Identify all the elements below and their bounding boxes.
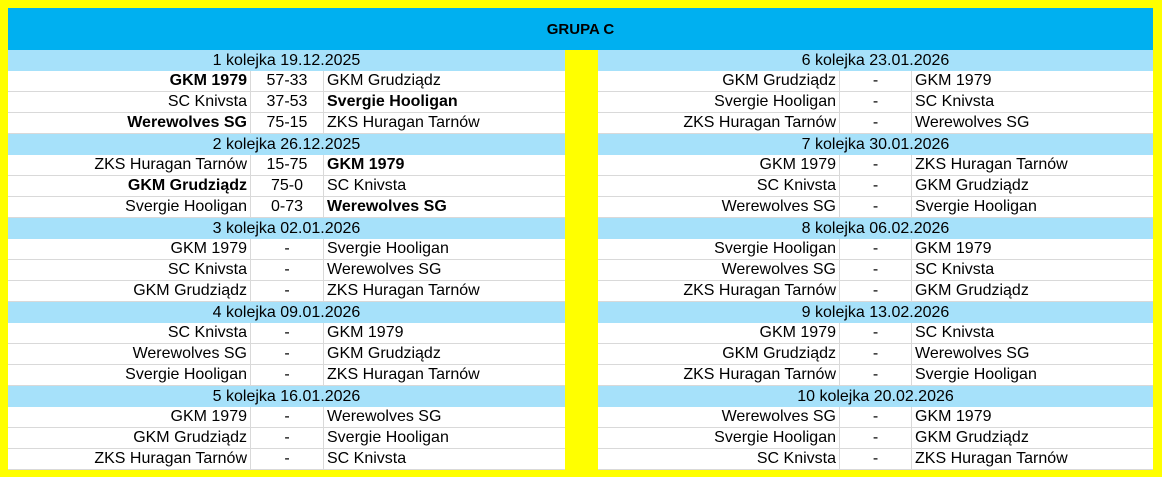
away-team: Svergie Hooligan (327, 429, 449, 446)
home-team: Svergie Hooligan (598, 92, 840, 112)
match-row (8, 92, 565, 113)
round-title: 3 kolejka 02.01.2026 (8, 218, 565, 239)
match-score: - (840, 239, 912, 259)
away-team: Svergie Hooligan (915, 366, 1037, 383)
home-team: ZKS Huragan Tarnów (8, 155, 251, 175)
match-score: - (251, 281, 324, 301)
match-row (8, 176, 565, 197)
match-score: - (840, 365, 912, 385)
match-row (598, 71, 1153, 92)
away-team: Svergie Hooligan (327, 93, 458, 110)
match-score: - (840, 449, 912, 469)
match-score: - (840, 113, 912, 133)
away-team: GKM 1979 (327, 156, 405, 173)
match-row (8, 260, 565, 281)
match-row (8, 155, 565, 176)
match-row (598, 344, 1153, 365)
match-row (598, 176, 1153, 197)
match-row (8, 449, 565, 470)
match-row (598, 197, 1153, 218)
away-team: GKM Grudziądz (915, 429, 1029, 446)
match-row (8, 407, 565, 428)
match-score: 75-15 (251, 113, 324, 133)
match-row (8, 71, 565, 92)
home-team: SC Knivsta (8, 260, 251, 280)
away-team: GKM 1979 (915, 72, 992, 89)
match-score: - (251, 323, 324, 343)
match-score: - (251, 344, 324, 364)
home-team: SC Knivsta (598, 449, 840, 469)
round-title: 1 kolejka 19.12.2025 (8, 50, 565, 71)
home-team: GKM Grudziądz (8, 428, 251, 448)
away-team: GKM Grudziądz (915, 282, 1029, 299)
home-team: Werewolves SG (8, 113, 251, 133)
home-team: SC Knivsta (8, 92, 251, 112)
home-team: Svergie Hooligan (598, 428, 840, 448)
schedule-right (598, 50, 1153, 470)
match-score: - (840, 155, 912, 175)
home-team: ZKS Huragan Tarnów (598, 281, 840, 301)
home-team: GKM 1979 (598, 323, 840, 343)
home-team: GKM Grudziądz (8, 176, 251, 196)
match-score: - (251, 449, 324, 469)
home-team: GKM Grudziądz (598, 71, 840, 91)
match-score: - (251, 260, 324, 280)
away-team: Werewolves SG (327, 261, 442, 278)
away-team: ZKS Huragan Tarnów (327, 114, 480, 131)
round-title: 6 kolejka 23.01.2026 (598, 50, 1153, 71)
away-team: Werewolves SG (327, 198, 447, 215)
match-score: 57-33 (251, 71, 324, 91)
match-score: - (251, 428, 324, 448)
home-team: Svergie Hooligan (598, 239, 840, 259)
match-score: - (840, 428, 912, 448)
home-team: Werewolves SG (598, 260, 840, 280)
match-score: - (840, 176, 912, 196)
away-team: SC Knivsta (327, 177, 407, 194)
round-title: 5 kolejka 16.01.2026 (8, 386, 565, 407)
group-title: GRUPA C (8, 8, 1153, 50)
match-row (8, 197, 565, 218)
away-team: GKM Grudziądz (915, 177, 1029, 194)
home-team: GKM 1979 (8, 407, 251, 427)
home-team: GKM 1979 (8, 239, 251, 259)
match-row (598, 365, 1153, 386)
round-title: 9 kolejka 13.02.2026 (598, 302, 1153, 323)
home-team: GKM Grudziądz (8, 281, 251, 301)
away-team: SC Knivsta (915, 93, 995, 110)
match-score: 75-0 (251, 176, 324, 196)
away-team: Werewolves SG (915, 114, 1030, 131)
match-score: - (840, 197, 912, 217)
away-team: ZKS Huragan Tarnów (327, 366, 480, 383)
away-team: GKM Grudziądz (327, 345, 441, 362)
away-team: Werewolves SG (327, 408, 442, 425)
home-team: Werewolves SG (598, 197, 840, 217)
match-row (598, 281, 1153, 302)
match-row (8, 281, 565, 302)
match-score: 15-75 (251, 155, 324, 175)
home-team: Svergie Hooligan (8, 197, 251, 217)
away-team: SC Knivsta (915, 324, 995, 341)
match-row (8, 344, 565, 365)
away-team: GKM 1979 (915, 408, 992, 425)
match-score: - (840, 344, 912, 364)
home-team: Werewolves SG (8, 344, 251, 364)
match-row (8, 113, 565, 134)
home-team: GKM 1979 (598, 155, 840, 175)
match-row (598, 407, 1153, 428)
home-team: ZKS Huragan Tarnów (598, 113, 840, 133)
match-row (598, 155, 1153, 176)
match-score: 37-53 (251, 92, 324, 112)
away-team: ZKS Huragan Tarnów (327, 282, 480, 299)
away-team: ZKS Huragan Tarnów (915, 450, 1068, 467)
match-score: - (840, 407, 912, 427)
match-row (8, 365, 565, 386)
away-team: SC Knivsta (327, 450, 407, 467)
match-row (598, 260, 1153, 281)
away-team: SC Knivsta (915, 261, 995, 278)
match-score: - (251, 239, 324, 259)
round-title: 4 kolejka 09.01.2026 (8, 302, 565, 323)
match-row (598, 239, 1153, 260)
home-team: SC Knivsta (8, 323, 251, 343)
home-team: ZKS Huragan Tarnów (8, 449, 251, 469)
round-title: 10 kolejka 20.02.2026 (598, 386, 1153, 407)
match-row (598, 428, 1153, 449)
away-team: Svergie Hooligan (915, 198, 1037, 215)
home-team: GKM Grudziądz (598, 344, 840, 364)
home-team: Svergie Hooligan (8, 365, 251, 385)
away-team: Werewolves SG (915, 345, 1030, 362)
home-team: GKM 1979 (8, 71, 251, 91)
match-row (598, 113, 1153, 134)
match-score: - (840, 281, 912, 301)
away-team: Svergie Hooligan (327, 240, 449, 257)
away-team: GKM Grudziądz (327, 72, 441, 89)
match-row (598, 323, 1153, 344)
match-row (598, 449, 1153, 470)
away-team: GKM 1979 (327, 324, 404, 341)
match-score: - (251, 365, 324, 385)
away-team: ZKS Huragan Tarnów (915, 156, 1068, 173)
match-score: - (251, 407, 324, 427)
match-score: - (840, 71, 912, 91)
match-row (8, 323, 565, 344)
match-score: - (840, 260, 912, 280)
match-score: - (840, 92, 912, 112)
match-score: 0-73 (251, 197, 324, 217)
match-row (8, 428, 565, 449)
match-score: - (840, 323, 912, 343)
round-title: 2 kolejka 26.12.2025 (8, 134, 565, 155)
away-team: GKM 1979 (915, 240, 992, 257)
round-title: 8 kolejka 06.02.2026 (598, 218, 1153, 239)
schedule-left (8, 50, 565, 470)
home-team: Werewolves SG (598, 407, 840, 427)
home-team: ZKS Huragan Tarnów (598, 365, 840, 385)
home-team: SC Knivsta (598, 176, 840, 196)
round-title: 7 kolejka 30.01.2026 (598, 134, 1153, 155)
match-row (8, 239, 565, 260)
match-row (598, 92, 1153, 113)
